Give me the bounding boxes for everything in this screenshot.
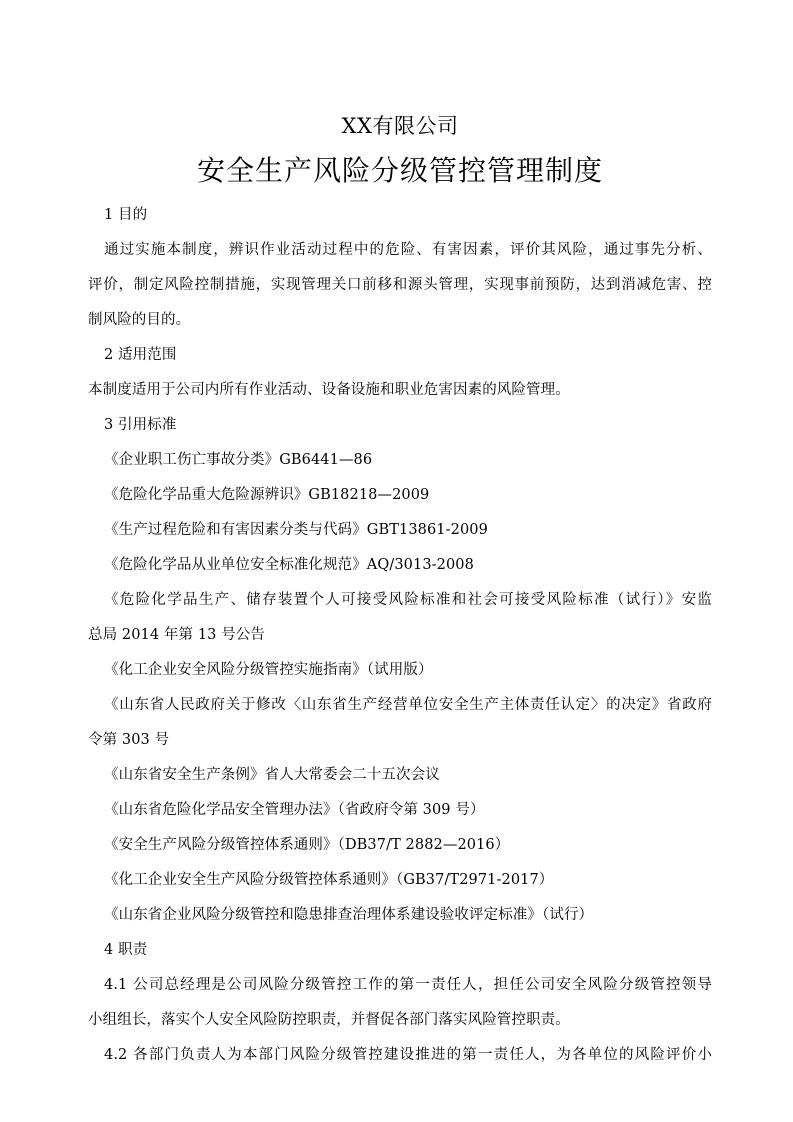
paragraph-line: 评价，制定风险控制措施，实现管理关口前移和源头管理，实现事前预防，达到消减危害、控 <box>88 277 712 293</box>
section-heading-scope: 2 适用范围 <box>104 347 177 363</box>
company-name: XX有限公司 <box>341 114 459 138</box>
reference-item: 《山东省危险化学品安全管理办法》（省政府令第 309 号） <box>104 802 485 818</box>
paragraph-line: 4.1 公司总经理是公司风险分级管控工作的第一责任人，担任公司安全风险分级管控领导 <box>104 977 712 993</box>
reference-item: 《山东省企业风险分级管控和隐患排查治理体系建设验收评定标准》（试行） <box>104 907 594 923</box>
section-heading-purpose: 1 目的 <box>104 207 148 223</box>
paragraph-line: 制风险的目的。 <box>88 312 191 328</box>
reference-item: 《安全生产风险分级管控体系通则》（DB37/T 2882—2016） <box>104 837 510 853</box>
paragraph-line: 本制度适用于公司内所有作业活动、设备设施和职业危害因素的风险管理。 <box>88 382 570 398</box>
reference-item: 《化工企业安全生产风险分级管控体系通则》（GB37/T2971-2017） <box>104 872 554 888</box>
section-heading-responsibilities: 4 职责 <box>104 942 148 958</box>
reference-item-continuation: 令第 303 号 <box>88 732 170 748</box>
document-title: 安全生产风险分级管控管理制度 <box>196 154 603 187</box>
document-body <box>88 198 712 1073</box>
section-heading-references: 3 引用标准 <box>104 417 177 433</box>
reference-item: 《危险化学品从业单位安全标准化规范》AQ/3013-2008 <box>104 557 474 573</box>
reference-item: 《危险化学品重大危险源辨识》GB18218—2009 <box>104 487 430 503</box>
paragraph-line: 通过实施本制度，辨识作业活动过程中的危险、有害因素，评价其风险，通过事先分析、 <box>104 242 712 258</box>
reference-item: 《企业职工伤亡事故分类》GB6441—86 <box>104 452 373 468</box>
reference-item: 《危险化学品生产、储存装置个人可接受风险标准和社会可接受风险标准（试行）》安监 <box>104 592 712 608</box>
paragraph-line: 4.2 各部门负责人为本部门风险分级管控建设推进的第一责任人，为各单位的风险评价小 <box>104 1047 712 1063</box>
reference-item: 《山东省人民政府关于修改〈山东省生产经营单位安全生产主体责任认定〉的决定》省政府 <box>104 697 712 713</box>
reference-item: 《山东省安全生产条例》省人大常委会二十五次会议 <box>104 767 440 783</box>
reference-item-continuation: 总局 2014 年第 13 号公告 <box>88 627 265 643</box>
reference-item: 《化工企业安全风险分级管控实施指南》（试用版） <box>104 662 433 678</box>
paragraph-line: 小组组长，落实个人安全风险防控职责，并督促各部门落实风险管控职责。 <box>88 1012 570 1028</box>
reference-item: 《生产过程危险和有害因素分类与代码》GBT13861-2009 <box>104 522 488 538</box>
